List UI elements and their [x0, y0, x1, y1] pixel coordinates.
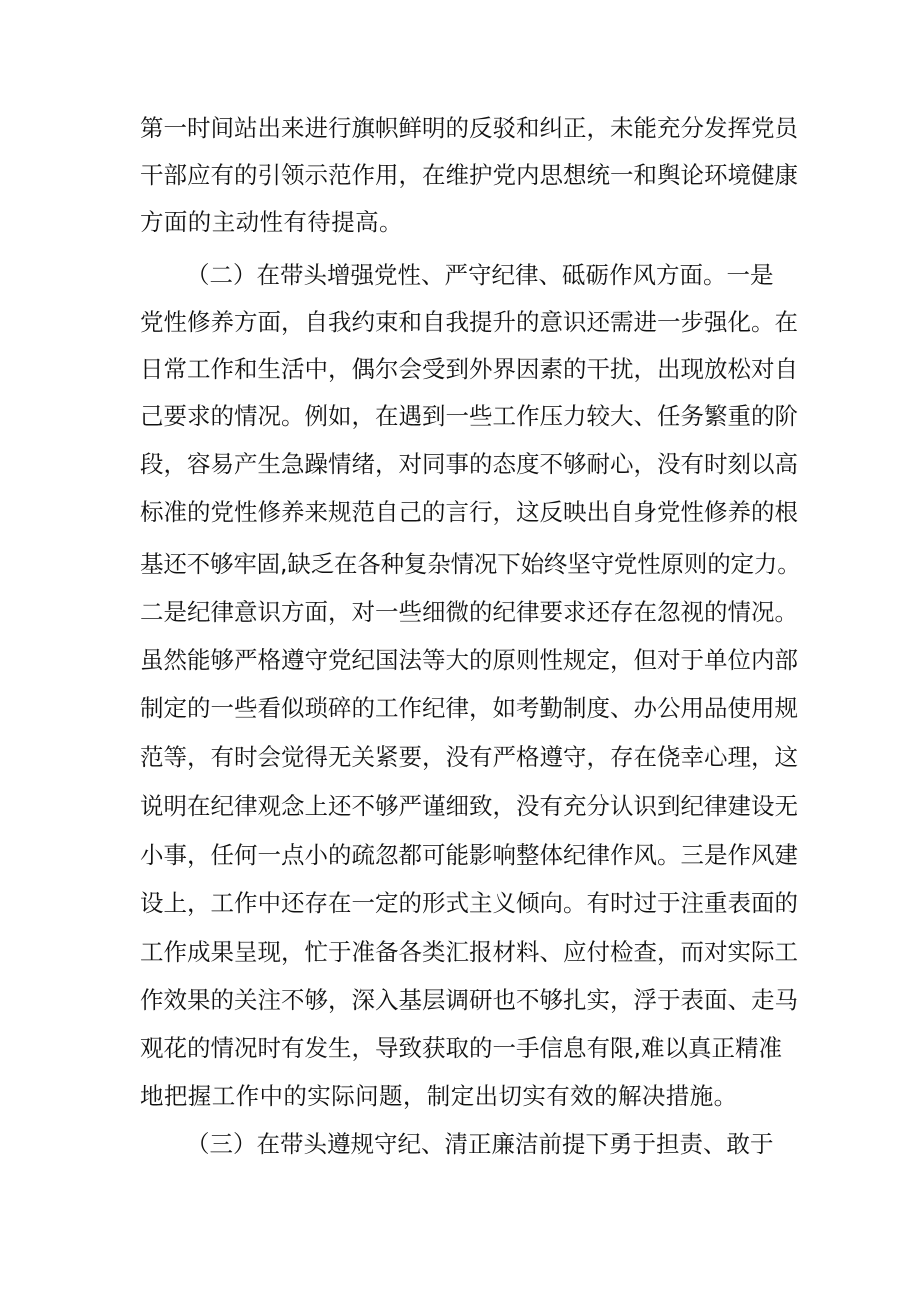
text-line: 作效果的关注不够，深入基层调研也不够扎实，浮于表面、走马: [140, 986, 798, 1014]
text-line: 观花的情况时有发生，导致获取的一手信息有限,难以真正精准: [140, 1034, 782, 1062]
text-line: 范等，有时会觉得无关紧要，没有严格遵守，存在侥幸心理，这: [140, 743, 798, 771]
text-line: 工作成果呈现，忙于准备各类汇报材料、应付检查，而对实际工: [140, 938, 798, 966]
text-line: 标准的党性修养来规范自己的言行，这反映出自身党性修养的根: [140, 498, 798, 526]
section-heading-3: （三）在带头遵规守纪、清正廉洁前提下勇于担责、敢于: [186, 1130, 774, 1158]
text-line: 制定的一些看似琐碎的工作纪律，如考勤制度、办公用品使用规: [140, 694, 798, 722]
section-heading-2: （二）在带头增强党性、严守纪律、砥砺作风方面。一是: [186, 261, 774, 289]
text-line: 说明在纪律观念上还不够严谨细致，没有充分认识到纪律建设无: [140, 792, 798, 820]
text-line: 方面的主动性有待提高。: [140, 208, 403, 236]
text-line: 小事，任何一点小的疏忽都可能影响整体纪律作风。三是作风建: [140, 841, 798, 869]
text-line: 段，容易产生急躁情绪，对同事的态度不够耐心，没有时刻以高: [140, 450, 798, 478]
text-line: 基还不够牢固,缺乏在各种复杂情况下始终坚守党性原则的定力。: [140, 550, 801, 578]
text-line: 虽然能够严格遵守党纪国法等大的原则性规定，但对于单位内部: [140, 646, 798, 674]
text-line: 第一时间站出来进行旗帜鲜明的反驳和纠正，未能充分发挥党员: [140, 114, 798, 142]
text-line: 设上，工作中还存在一定的形式主义倾向。有时过于注重表面的: [140, 889, 798, 917]
text-line: 日常工作和生活中，偶尔会受到外界因素的干扰，出现放松对自: [140, 355, 798, 383]
text-line: 二是纪律意识方面，对一些细微的纪律要求还存在忽视的情况。: [140, 598, 798, 626]
text-line: 党性修养方面，自我约束和自我提升的意识还需进一步强化。在: [140, 308, 798, 336]
text-line: 干部应有的引领示范作用，在维护党内思想统一和舆论环境健康: [140, 161, 798, 189]
text-line: 己要求的情况。例如，在遇到一些工作压力较大、任务繁重的阶: [140, 402, 798, 430]
text-line: 地把握工作中的实际问题，制定出切实有效的解决措施。: [140, 1082, 738, 1110]
